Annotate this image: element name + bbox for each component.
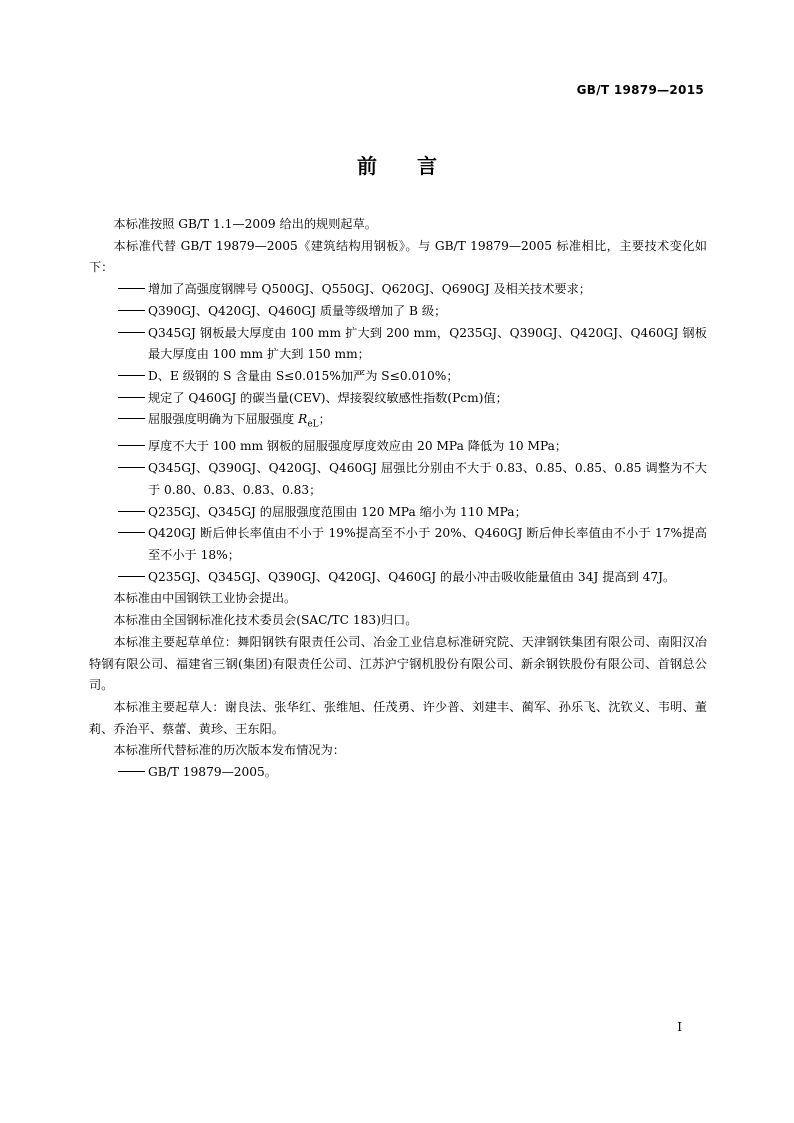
list-item (89, 523, 707, 566)
list-item-text: D、E 级钢的 S 含量由 S≤0.015%加严为 S≤0.010%； (148, 368, 459, 383)
list-item (89, 567, 707, 589)
foreword-body (89, 214, 707, 784)
dash-marker (118, 436, 148, 458)
list-item-text: Q235GJ、Q345GJ、Q390GJ、Q420GJ、Q460GJ 的最小冲击吸收能量值由 34J 提高到 47J。 (148, 569, 676, 584)
paragraph-history-intro: 本标准所代替标准的历次版本发布情况为： (113, 743, 345, 758)
dash-marker (118, 279, 148, 301)
paragraph-drafting-rules: 本标准按照 GB/T 1.1—2009 给出的规则起草。 (113, 217, 377, 231)
list-item-text: 增加了高强度钢牌号 Q500GJ、Q550GJ、Q620GJ、Q690GJ 及相关技术要求； (148, 282, 591, 297)
dash-marker (118, 502, 148, 524)
list-item-text: GB/T 19879—2005。 (148, 765, 277, 780)
list-item (89, 323, 707, 366)
standard-number: GB/T 19879—2015 (576, 83, 704, 97)
list-item-end: ； (318, 412, 331, 427)
list-item (89, 279, 707, 301)
list-item (89, 762, 707, 784)
dash-marker (118, 762, 148, 784)
list-item-text: Q420GJ 断后伸长率值由不小于 19%提高至不小于 20%、Q460GJ 断后伸长率值由不小于 17%提高至不小于 18%； (148, 526, 707, 562)
dash-marker (118, 409, 148, 431)
list-item (89, 502, 707, 524)
dash-marker (118, 567, 148, 589)
list-item-text: Q345GJ、Q390GJ、Q420GJ、Q460GJ 屈强比分别由不大于 0.83、0.85、0.85、0.85 调整为不大于 0.80、0.83、0.83、0.83； (148, 461, 707, 497)
paragraph-proposed-by: 本标准由中国钢铁工业协会提出。 (113, 591, 297, 606)
dash-marker (118, 366, 148, 388)
paragraph-centralized-by: 本标准由全国钢标准化技术委员会(SAC/TC 183)归口。 (113, 613, 418, 628)
list-item-text: 屈服强度明确为下屈服强度 (148, 412, 299, 427)
dash-marker (118, 301, 148, 323)
list-item (89, 301, 707, 323)
paragraph-drafters: 本标准主要起草人：谢良法、张华红、张维旭、任茂勇、许少普、刘建丰、蔺军、孙乐飞、沈钦义、韦明、董莉、乔治平、蔡蕾、黄珍、王东阳。 (89, 699, 707, 736)
list-item-text: Q390GJ、Q420GJ、Q460GJ 质量等级增加了 B 级； (148, 303, 447, 318)
list-item-text: Q345GJ 钢板最大厚度由 100 mm 扩大到 200 mm，Q235GJ、Q390GJ、Q420GJ、Q460GJ 钢板最大厚度由 100 mm 扩大到 150 mm； (148, 325, 707, 362)
list-item (89, 458, 707, 501)
yield-subscript: eL (307, 419, 319, 430)
list-item (89, 388, 707, 410)
list-item-text: Q235GJ、Q345GJ 的屈服强度范围由 120 MPa 缩小为 110 MPa； (148, 504, 527, 519)
paragraph-drafting-units: 本标准主要起草单位：舞阳钢铁有限责任公司、冶金工业信息标准研究院、天津钢铁集团有限公司、南阳汉冶特钢有限公司、福建省三钢(集团)有限责任公司、江苏沪宁钢机股份有限公司、新余钢铁股份有限公司、首钢总公司。 (89, 634, 707, 693)
yield-symbol: R (298, 412, 308, 427)
dash-marker (118, 458, 148, 480)
page-title: 前言 (357, 154, 477, 178)
dash-marker (118, 323, 148, 345)
list-item-text: 厚度不大于 100 mm 钢板的屈服强度厚度效应由 20 MPa 降低为 10 MPa； (148, 439, 568, 454)
list-item (89, 366, 707, 388)
dash-marker (118, 523, 148, 545)
dash-marker (118, 388, 148, 410)
list-item-text: 规定了 Q460GJ 的碳当量(CEV)、焊接裂纹敏感性指数(Pcm)值； (148, 390, 508, 405)
list-item (89, 409, 707, 436)
page-number: I (677, 1020, 682, 1034)
list-item (89, 436, 707, 458)
paragraph-replacement: 本标准代替 GB/T 19879—2005《建筑结构用钢板》。与 GB/T 19879—2005 标准相比，主要技术变化如下： (89, 238, 707, 275)
